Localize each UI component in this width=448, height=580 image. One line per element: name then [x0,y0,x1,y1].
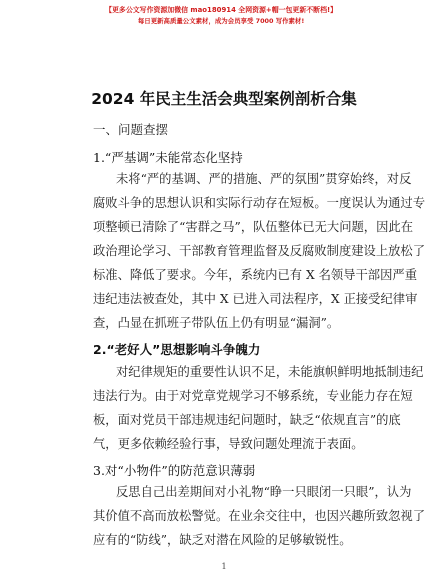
promo-banner-line-2: 每日更新高质量公文素材，成为会员享受 7000 写作素材! [137,17,305,25]
promo-banner-line-1: 【更多公文写作资源加微信 mao180914 全网资源+帽一包更新不断档!】 [105,6,338,14]
body-line: 标准、降低了要求。今年，系统内已有 X 名领导干部因严重 [93,268,417,282]
body-line: 查，凸显在抓班子带队伍上仍有明显“漏洞”。 [93,316,340,330]
page-number: 1 [221,562,227,571]
body-line: 未将“严的基调、严的措施、严的氛围”贯穿始终，对反 [116,172,412,186]
document-title: 2024 年民主生活会典型案例剖析合集 [91,90,357,108]
body-line: 政治理论学习、干部教育管理监督及反腐败制度建设上放松了 [93,244,426,258]
body-line: 腐败斗争的思想认识和实际行动存在短板。一度误认为通过专 [93,196,426,210]
body-line: 板，面对党员干部违规违纪问题时，缺乏“依规直言”的底 [93,413,401,427]
item-heading-1: 1.“严基调”未能常态化坚持 [93,150,243,165]
body-line: 违纪违法被查处，其中 X 已进入司法程序，X 正接受纪律审 [93,292,418,306]
body-line: 对纪律规矩的重要性认识不足，未能旗帜鲜明地抵制违纪 [116,365,424,379]
body-line: 违法行为。由于对党章党规学习不够系统，专业能力存在短 [93,389,413,403]
body-line: 气，更多依赖经验行事，导致问题处理流于表面。 [93,437,364,451]
body-line: 应有的“防线”，缺乏对潜在风险的足够敏锐性。 [93,533,352,547]
section-heading: 一、问题查摆 [93,122,169,137]
body-line: 其价值不高而放松警觉。在业余交往中，也因兴趣所致忽视了 [93,509,426,523]
body-line: 反思自己出差期间对小礼物“睁一只眼闭一只眼”，认为 [116,485,412,499]
item-heading-3: 3.对“小物件”的防范意识薄弱 [93,463,256,478]
item-heading-2: 2.“老好人”思想影响斗争魄力 [93,342,261,357]
body-line: 项整顿已清除了“害群之马”，队伍整体已无大问题，因此在 [93,220,413,234]
